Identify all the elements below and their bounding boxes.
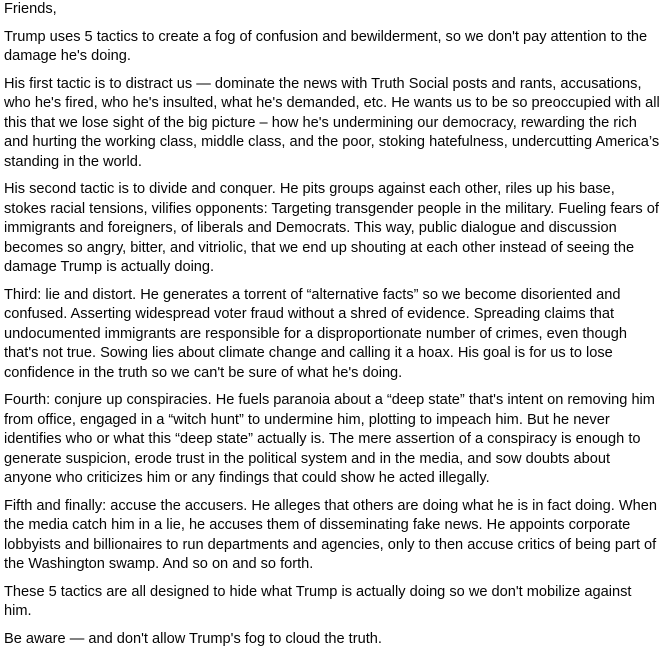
post-paragraph-tactic-4: Fourth: conjure up conspiracies. He fuels paranoia about a “deep state” that's intent on removing him from office, engaged in a “witch hunt” to undermine him, plotting to impeach him. But he never identifies who or what this “deep state” actually is. The mere assertion of a conspiracy is enough to generate suspicion, erode trust in the political system and in the media, and sow doubts about anyone who criticizes him or any findings that could show he acted illegally. [4, 392, 655, 486]
post-paragraph-tactic-2: His second tactic is to divide and conquer. He pits groups against each other, riles up his base, stokes racial tensions, vilifies opponents: Targeting transgender people in the military. Fueling fears of immigrants and foreigners, of liberals and Democrats. This way, public dialogue and discussion becomes so angry, bitter, and vitriolic, that we end up shouting at each other instead of seeing the damage Trump is actually doing. [4, 181, 659, 275]
post-paragraph-tactic-5: Fifth and finally: accuse the accusers. He alleges that others are doing what he is in fact doing. When the media catch him in a lie, he accuses them of disseminating fake news. He appoints corporate lobbyists and billionaires to run departments and agencies, only to then accuse critics of being part of the Washington swamp. And so on and so forth. [4, 497, 658, 572]
post-paragraph-tactic-3: Third: lie and distort. He generates a torrent of “alternative facts” so we become disoriented and confused. Asserting widespread voter fraud without a shred of evidence. Spreading claims that undocumented immigrants are responsible for a disproportionate number of crimes, even though that's not true. Sowing lies about climate change and calling it a hoax. His goal is for us to lose confidence in the truth so we can't be sure of what he's doing. [4, 286, 628, 381]
post-paragraph-closing: Be aware — and don't allow Trump's fog to cloud the truth. [4, 630, 382, 647]
post-paragraph-summary: These 5 tactics are all designed to hide what Trump is actually doing so we don't mobilize against him. [4, 583, 632, 619]
post-greeting: Friends, [4, 1, 57, 17]
post-paragraph-tactic-1: His first tactic is to distract us — dominate the news with Truth Social posts and rants, accusations, who he's fired, who he's insulted, what he's demanded, etc. He wants us to be so preoccupied with all this that we lose sight of the big picture – how he's undermining our democracy, rewarding the rich and hurting the working class, middle class, and the poor, stoking hatefulness, undercutting America’s standing in the world. [4, 75, 660, 170]
post-paragraph-intro: Trump uses 5 tactics to create a fog of confusion and bewilderment, so we don't pay attention to the damage he's doing. [4, 28, 648, 64]
